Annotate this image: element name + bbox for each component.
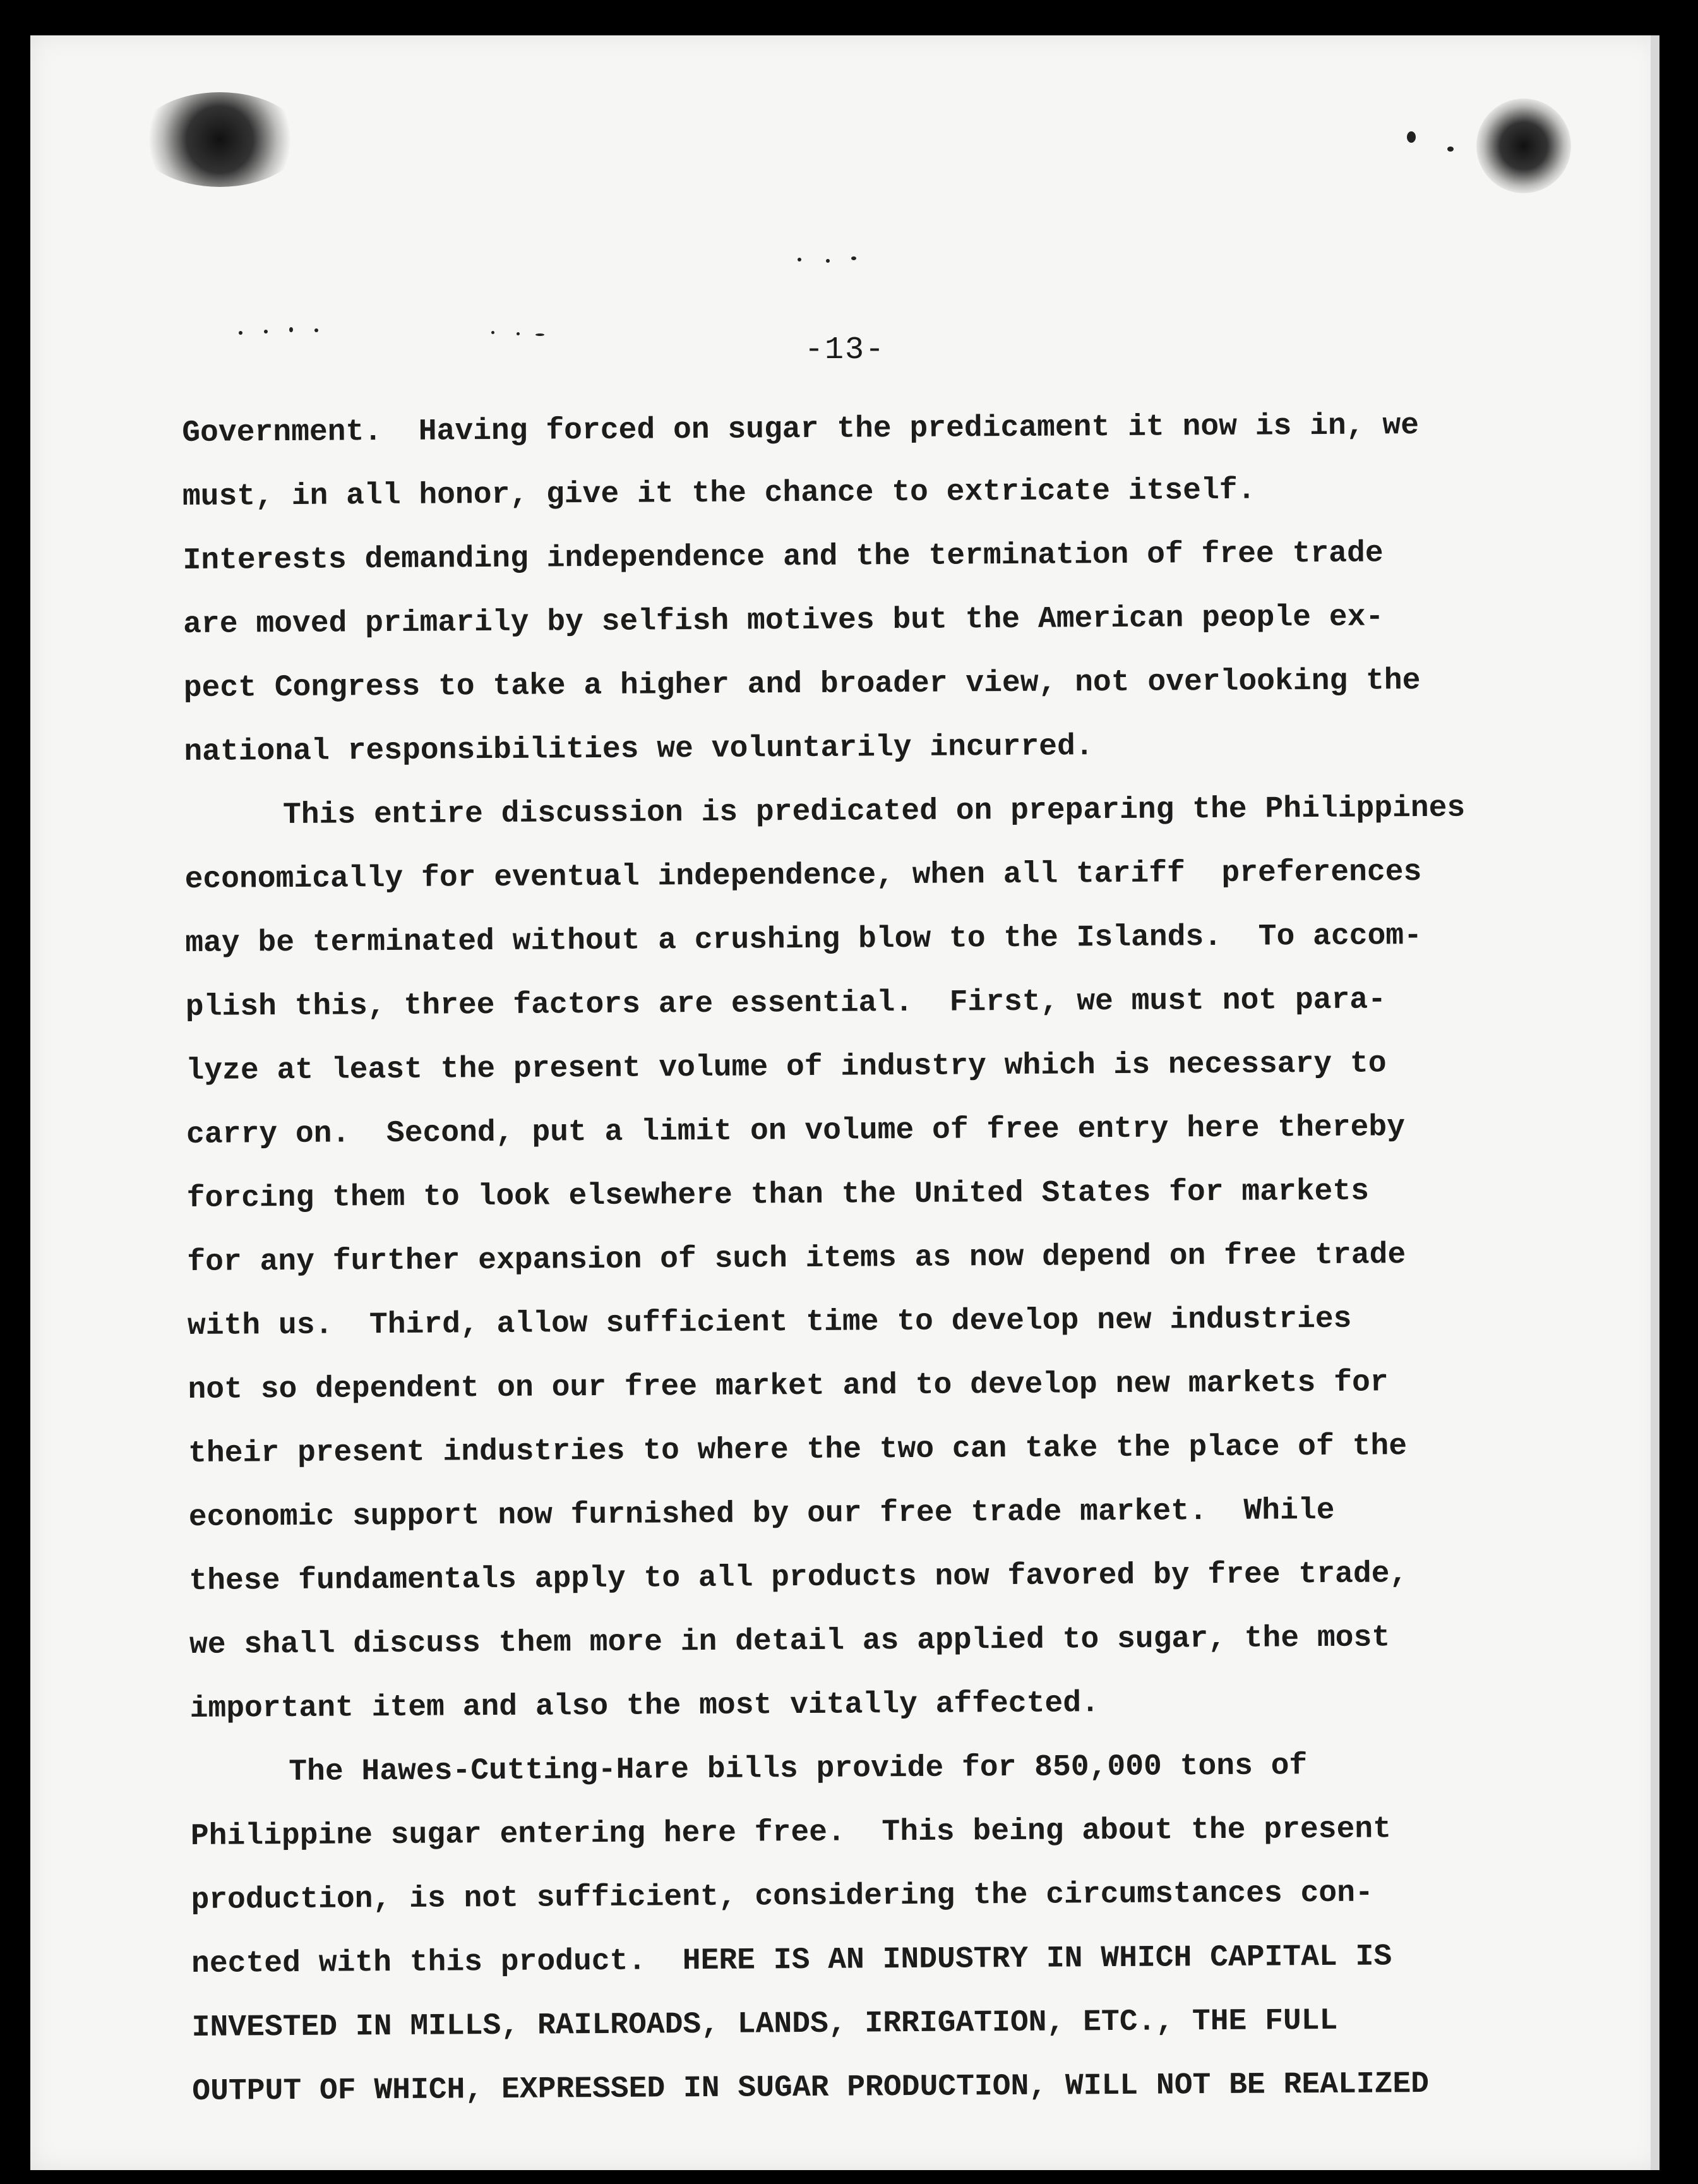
text-line: Philippine sugar entering here free. This being about the present	[190, 1812, 1392, 1854]
text-line: we shall discuss them more in detail as applied to sugar, the most	[189, 1621, 1390, 1662]
ink-speck	[289, 327, 293, 332]
text-line: The Hawes-Cutting-Hare bills provide for 850,000 tons of	[289, 1749, 1308, 1790]
text-line: INVESTED IN MILLS, RAILROADS, LANDS, IRRIGATION, ETC., THE FULL	[191, 2003, 1338, 2045]
ink-speck	[1407, 131, 1416, 143]
document-body	[182, 393, 1620, 2124]
punch-hole-mark-left	[138, 92, 302, 187]
text-line: economic support now furnished by our free trade market. While	[188, 1493, 1335, 1535]
ink-speck	[798, 258, 801, 261]
text-line: important item and also the most vitally affected.	[189, 1686, 1100, 1726]
text-line: their present industries to where the two can take the place of the	[188, 1429, 1408, 1471]
text-line: OUTPUT OF WHICH, EXPRESSED IN SUGAR PRODUCTION, WILL NOT BE REALIZED	[192, 2067, 1430, 2109]
text-line: may be terminated without a crushing blow to the Islands. To accom-	[185, 919, 1423, 961]
punch-hole-mark-right	[1476, 99, 1571, 193]
page-number: -13-	[804, 332, 886, 368]
text-line: economically for eventual independence, when all tariff preferences	[184, 855, 1422, 897]
text-line: plish this, three factors are essential. First, we must not para-	[185, 983, 1387, 1024]
ink-speck	[851, 256, 856, 260]
text-line: these fundamentals apply to all products now favored by free trade,	[189, 1557, 1408, 1599]
ink-speck	[1447, 147, 1454, 152]
text-line: This entire discussion is predicated on preparing the Philippines	[282, 791, 1466, 833]
paragraph-p3	[190, 1732, 1620, 2124]
text-line: Government. Having forced on sugar the predicament it now is in, we	[182, 409, 1420, 450]
text-line: carry on. Second, put a limit on volume of free entry here thereby	[186, 1110, 1406, 1152]
text-line: with us. Third, allow sufficient time to develop new industries	[187, 1302, 1352, 1343]
ink-speck	[826, 259, 830, 263]
text-line: national responsibilities we voluntarily incurred.	[184, 729, 1094, 769]
text-line: not so dependent on our free market and to develop new markets for	[188, 1365, 1389, 1407]
text-line: lyze at least the present volume of industry which is necessary to	[186, 1047, 1387, 1088]
text-line: forcing them to look elsewhere than the United States for markets	[186, 1174, 1370, 1216]
text-line: production, is not sufficient, considering the circumstances con-	[191, 1876, 1373, 1917]
text-line: must, in all honor, give it the chance to extricate itself.	[182, 473, 1256, 514]
text-line: pect Congress to take a higher and broader view, not overlooking the	[183, 664, 1421, 705]
paragraph-p2	[184, 776, 1617, 1741]
text-line: Interests demanding independence and the termination of free trade	[182, 536, 1384, 578]
paragraph-p1	[182, 393, 1611, 784]
text-line: nected with this product. HERE IS AN INDUSTRY IN WHICH CAPITAL IS	[191, 1940, 1392, 1981]
text-line: for any further expansion of such items as now depend on free trade	[187, 1238, 1406, 1280]
document-page	[30, 35, 1659, 2170]
text-line: are moved primarily by selfish motives but the American people ex-	[182, 600, 1384, 642]
